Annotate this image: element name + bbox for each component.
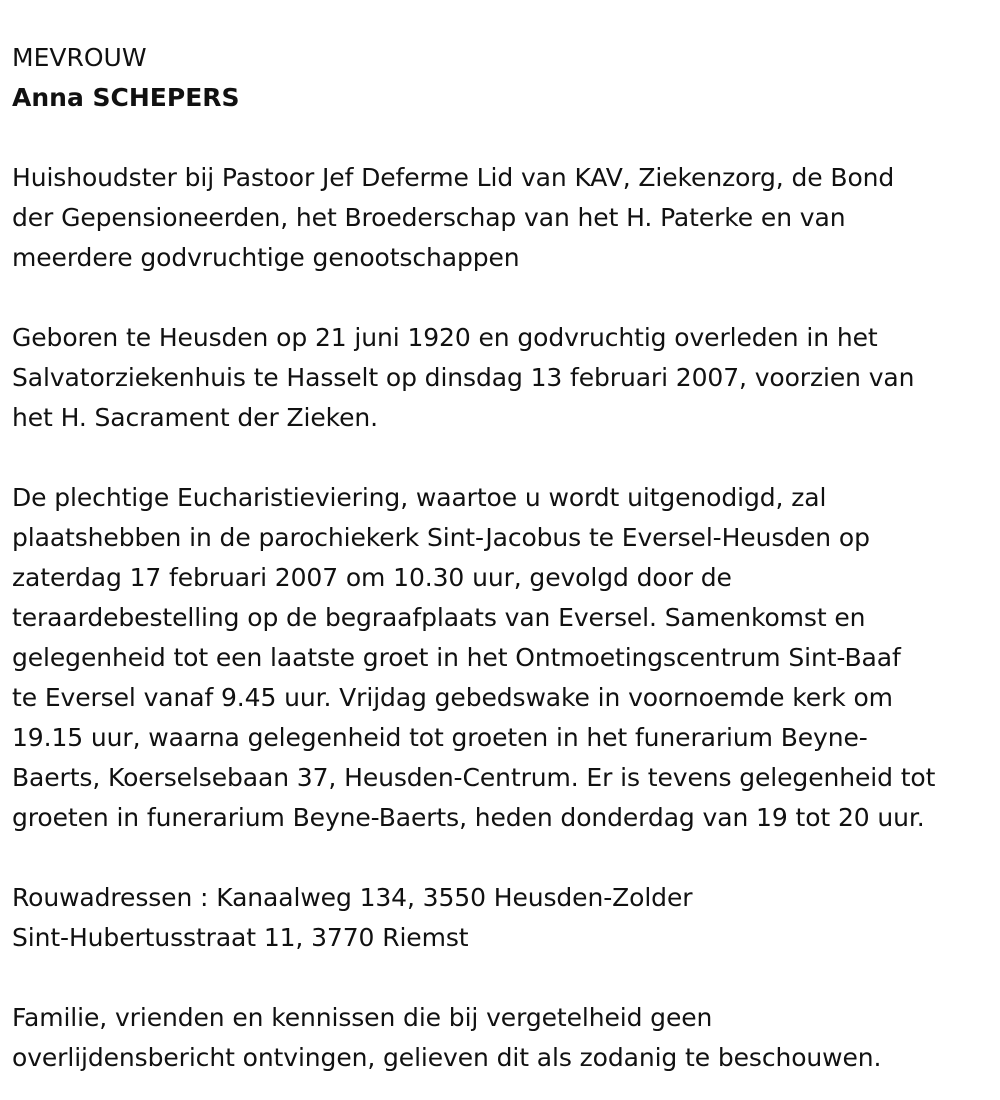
paragraph-line: zaterdag 17 februari 2007 om 10.30 uur, gevolgd door de [12, 563, 732, 592]
paragraph-line: 19.15 uur, waarna gelegenheid tot groeten in het funerarium Beyne- [12, 723, 868, 752]
address-paragraph [12, 878, 988, 958]
paragraph-line: meerdere godvruchtige genootschappen [12, 243, 520, 272]
paragraph-line: teraardebestelling op de begraafplaats van Eversel. Samenkomst en [12, 603, 866, 632]
deceased-name: Anna SCHEPERS [12, 83, 240, 112]
closing-paragraph [12, 998, 988, 1078]
paragraph-line: Rouwadressen : Kanaalweg 134, 3550 Heusden-Zolder [12, 883, 693, 912]
paragraph-line: groeten in funerarium Beyne-Baerts, heden donderdag van 19 tot 20 uur. [12, 803, 925, 832]
paragraph-line: Salvatorziekenhuis te Hasselt op dinsdag 13 februari 2007, voorzien van [12, 363, 915, 392]
paragraph-line: Geboren te Heusden op 21 juni 1920 en godvruchtig overleden in het [12, 323, 878, 352]
spacer [12, 838, 988, 878]
spacer [12, 958, 988, 998]
spacer [12, 278, 988, 318]
funeral-paragraph [12, 478, 988, 838]
paragraph-line: te Eversel vanaf 9.45 uur. Vrijdag gebedswake in voornoemde kerk om [12, 683, 893, 712]
birth-death-paragraph [12, 318, 988, 438]
paragraph-line: Huishoudster bij Pastoor Jef Deferme Lid van KAV, Ziekenzorg, de Bond [12, 163, 895, 192]
paragraph-line: Familie, vrienden en kennissen die bij vergetelheid geen [12, 1003, 713, 1032]
paragraph-line: het H. Sacrament der Zieken. [12, 403, 378, 432]
paragraph-line: plaatshebben in de parochiekerk Sint-Jacobus te Eversel-Heusden op [12, 523, 870, 552]
paragraph-line: der Gepensioneerden, het Broederschap van het H. Paterke en van [12, 203, 846, 232]
salutation: MEVROUW [12, 43, 147, 72]
paragraph-line: De plechtige Eucharistieviering, waartoe u wordt uitgenodigd, zal [12, 483, 827, 512]
spacer [12, 438, 988, 478]
paragraph-line: Baerts, Koerselsebaan 37, Heusden-Centrum. Er is tevens gelegenheid tot [12, 763, 936, 792]
spacer [12, 118, 988, 158]
paragraph-line: gelegenheid tot een laatste groet in het Ontmoetingscentrum Sint-Baaf [12, 643, 901, 672]
paragraph-line: Sint-Hubertusstraat 11, 3770 Riemst [12, 923, 469, 952]
occupation-paragraph [12, 158, 988, 278]
paragraph-line: overlijdensbericht ontvingen, gelieven dit als zodanig te beschouwen. [12, 1043, 882, 1072]
